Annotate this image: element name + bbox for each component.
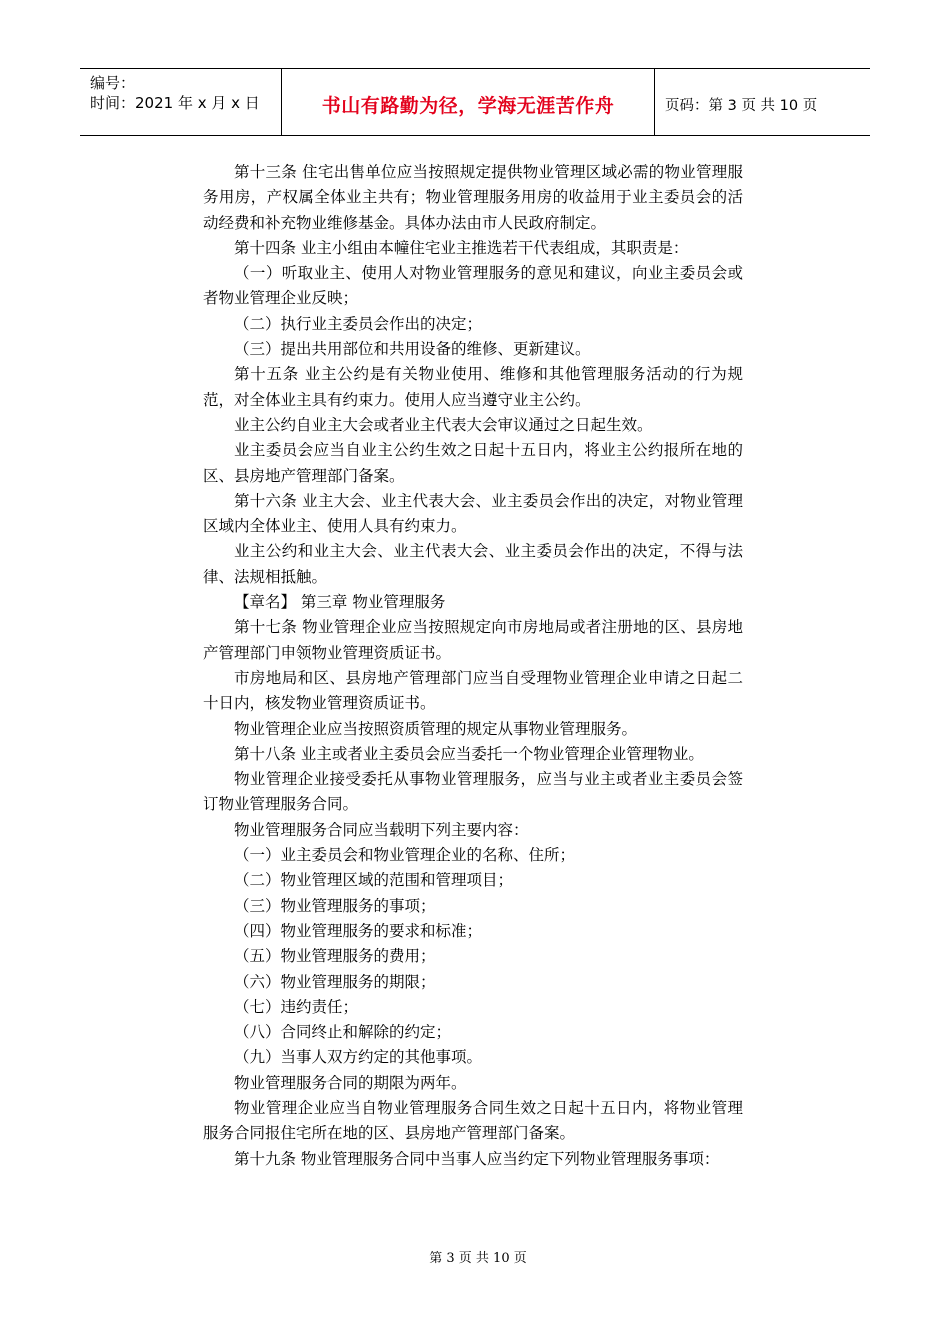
header-meta xyxy=(80,69,282,135)
paragraph: （三）提出共用部位和共用设备的维修、更新建议。 xyxy=(234,340,591,359)
paragraph: 物业管理服务合同的期限为两年。 xyxy=(234,1073,467,1092)
paragraph: 第十七条 物业管理企业应当按照规定向市房地局或者注册地的区、县房地产管理部门申领物业管理资质证书。 xyxy=(203,618,743,662)
list-item: （一）业主委员会和物业管理企业的名称、住所； xyxy=(234,846,576,865)
page-footer: 第 3 页 共 10 页 xyxy=(429,1251,527,1266)
paragraph: （一）听取业主、使用人对物业管理服务的意见和建议，向业主委员会或者物业管理企业反映； xyxy=(203,264,743,308)
paragraph: 第十八条 业主或者业主委员会应当委托一个物业管理企业管理物业。 xyxy=(234,744,704,763)
paragraph: 第十三条 住宅出售单位应当按照规定提供物业管理区域必需的物业管理服务用房，产权属全体业主共有；物业管理服务用房的收益用于业主委员会的活动经费和补充物业维修基金。具体办法由市人民政府制定。 xyxy=(203,163,743,232)
paragraph: 物业管理企业接受委托从事物业管理服务，应当与业主或者业主委员会签订物业管理服务合同。 xyxy=(203,770,743,814)
paragraph: 第十六条 业主大会、业主代表大会、业主委员会作出的决定，对物业管理区域内全体业主、使用人具有约束力。 xyxy=(203,491,743,536)
header-page-info: 页码：第 3 页 共 10 页 xyxy=(665,97,818,114)
chapter-heading: 【章名】 第三章 物业管理服务 xyxy=(234,593,446,612)
document-date: 时间：2021 年 x 月 x 日 xyxy=(90,94,260,112)
list-item: （五）物业管理服务的费用； xyxy=(234,947,436,966)
paragraph: 第十九条 物业管理服务合同中当事人应当约定下列物业管理服务事项： xyxy=(234,1149,720,1168)
paragraph: 物业管理服务合同应当载明下列主要内容： xyxy=(234,820,529,839)
paragraph: 业主委员会应当自业主公约生效之日起十五日内，将业主公约报所在地的区、县房地产管理部门备案。 xyxy=(203,441,743,485)
paragraph: 第十五条 业主公约是有关物业使用、维修和其他管理服务活动的行为规范，对全体业主具有约束力。使用人应当遵守业主公约。 xyxy=(203,365,743,409)
page-header xyxy=(80,68,870,136)
paragraph: 业主公约和业主大会、业主代表大会、业主委员会作出的决定，不得与法律、法规相抵触。 xyxy=(203,542,743,586)
paragraph: 第十四条 业主小组由本幢住宅业主推选若干代表组成，其职责是： xyxy=(234,238,689,257)
paragraph: 市房地局和区、县房地产管理部门应当自受理物业管理企业申请之日起二十日内，核发物业管理资质证书。 xyxy=(203,668,743,713)
document-number-label: 编号： xyxy=(90,74,136,92)
list-item: （九）当事人双方约定的其他事项。 xyxy=(234,1048,483,1067)
document-body xyxy=(203,160,743,1172)
paragraph: （二）执行业主委员会作出的决定； xyxy=(234,314,483,333)
paragraph: 业主公约自业主大会或者业主代表大会审议通过之日起生效。 xyxy=(234,415,653,434)
list-item: （四）物业管理服务的要求和标准； xyxy=(234,921,483,940)
list-item: （三）物业管理服务的事项； xyxy=(234,896,436,915)
list-item: （二）物业管理区域的范围和管理项目； xyxy=(234,871,514,890)
list-item: （七）违约责任； xyxy=(234,997,359,1016)
paragraph: 物业管理企业应当按照资质管理的规定从事物业管理服务。 xyxy=(234,719,638,738)
list-item: （六）物业管理服务的期限； xyxy=(234,972,436,991)
list-item: （八）合同终止和解除的约定； xyxy=(234,1023,452,1042)
paragraph: 物业管理企业应当自物业管理服务合同生效之日起十五日内，将物业管理服务合同报住宅所在地的区、县房地产管理部门备案。 xyxy=(203,1098,743,1143)
header-motto: 书山有路勤为径，学海无涯苦作舟 xyxy=(282,69,655,135)
